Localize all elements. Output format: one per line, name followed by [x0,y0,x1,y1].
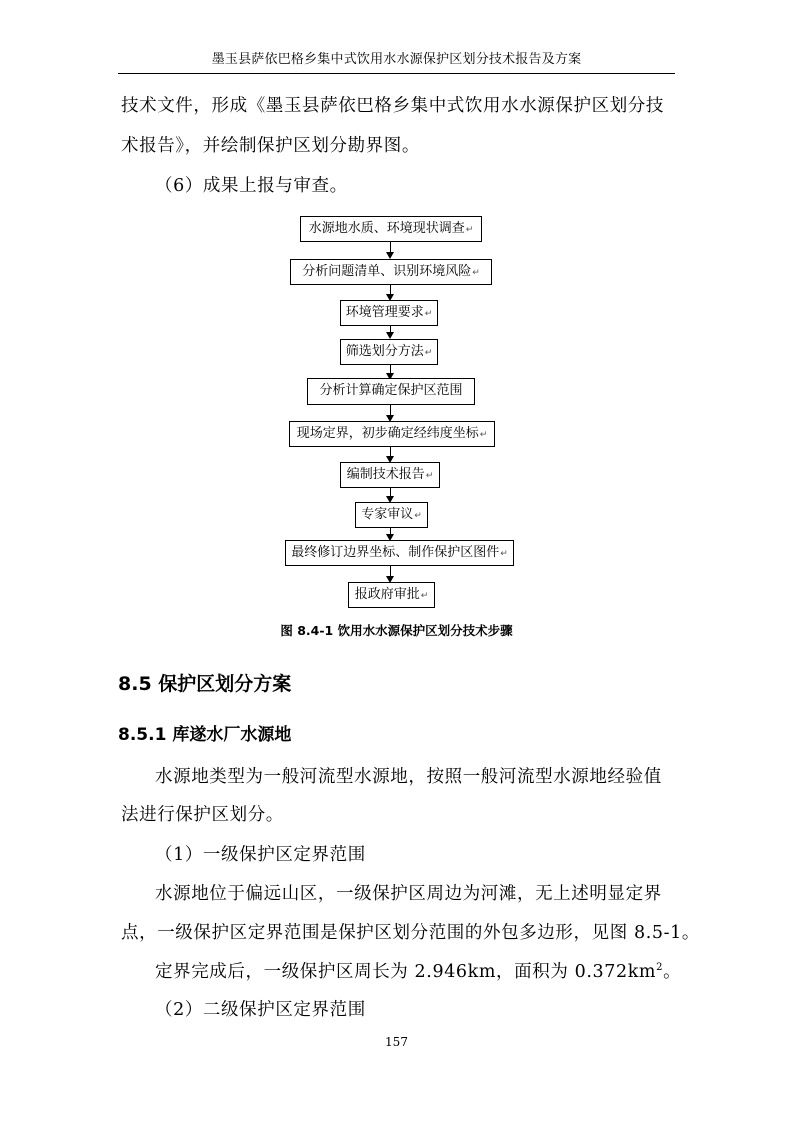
page-number: 157 [385,1035,408,1049]
flow-step-3: 环境管理要求↵ [340,300,438,326]
header-rule [118,73,675,74]
flow-step-10: 报政府审批↵ [348,582,435,608]
paragraph-2-line-1: 水源地位于偏远山区，一级保护区周边为河滩，无上述明显定界 [155,884,662,904]
superscript-2: 2 [656,962,664,974]
flow-step-4: 筛选划分方法↵ [340,339,438,365]
flow-step-2: 分析问题清单、识别环境风险↵ [290,259,492,285]
paragraph-1-line-1: 水源地类型为一般河流型水源地，按照一般河流型水源地经验值 [155,767,662,787]
page-header: 墨玉县萨依巴格乡集中式饮用水水源保护区划分技术报告及方案 [211,52,582,67]
intro-line-2: 术报告》，并绘制保护区划分勘界图。 [121,136,420,156]
flow-step-8: 专家审议↵ [355,502,428,528]
paragraph-1-line-2: 法进行保护区划分。 [121,805,284,825]
flow-step-7: 编制技术报告↵ [340,462,440,488]
flow-step-9: 最终修订边界坐标、制作保护区图件↵ [285,540,514,566]
intro-line-1: 技术文件，形成《墨玉县萨依巴格乡集中式饮用水水源保护区划分技 [121,96,664,116]
flow-arrow-head-1 [386,252,394,259]
subsection-heading: 8.5.1 库遂水厂水源地 [118,725,292,745]
list-item-1: （1）一级保护区定界范围 [155,845,366,865]
paragraph-2-line-2: 点，一级保护区定界范围是保护区划分范围的外包多边形，见图 8.5-1。 [121,923,700,943]
step-6-text: （6）成果上报与审查。 [155,176,348,196]
flow-step-5: 分析计算确定保护区范围 [307,378,475,405]
paragraph-3: 定界完成后，一级保护区周长为 2.946km，面积为 $0.372km^2$。 [155,962,682,982]
flow-arrow-head-3 [386,332,394,339]
section-heading: 8.5 保护区划分方案 [118,673,292,695]
flowchart [0,200,793,620]
flow-step-6: 现场定界，初步确定经纬度坐标↵ [289,421,495,447]
flow-step-1: 水源地水质、环境现状调查↵ [300,216,482,242]
figure-caption: 图 8.4-1 饮用水水源保护区划分技术步骤 [280,623,513,638]
list-item-2: （2）二级保护区定界范围 [155,1000,366,1020]
